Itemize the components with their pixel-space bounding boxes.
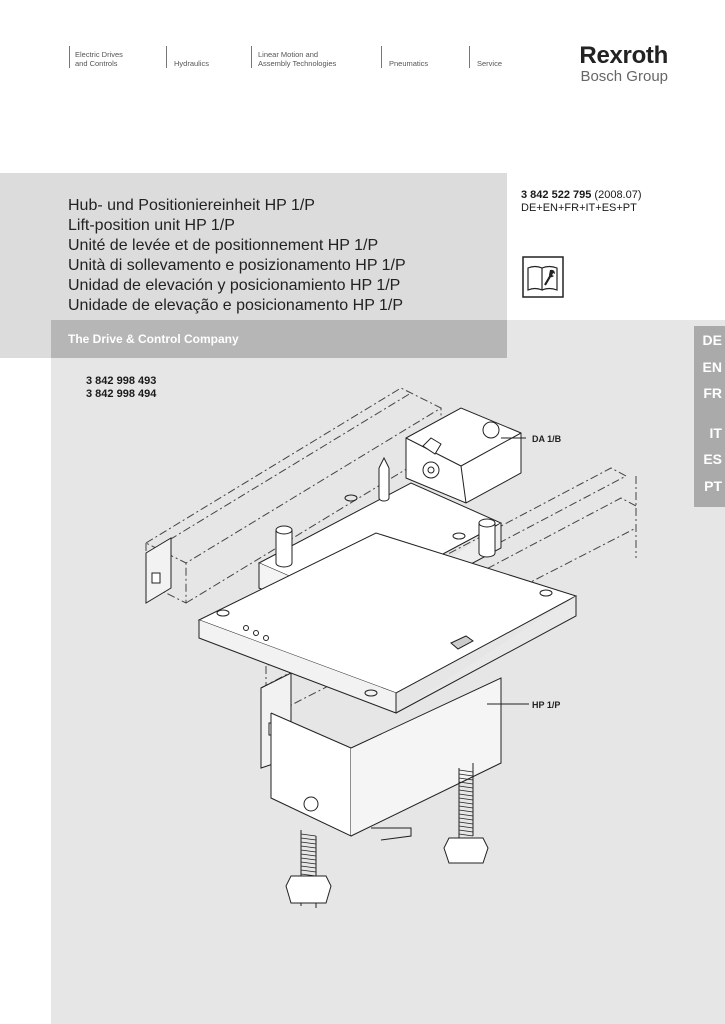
nav-pneumatics[interactable]: Pneumatics: [389, 59, 429, 68]
title-es: Unidad de elevación y posicionamiento HP 1/P: [68, 277, 401, 294]
document-date: (2008.07): [594, 189, 642, 201]
title-en: Lift-position unit HP 1/P: [68, 217, 235, 234]
nav-electric-drives[interactable]: Electric Drives and Controls: [75, 50, 123, 68]
technical-drawing: [51, 358, 725, 918]
nav-separator: [251, 46, 252, 68]
lang-de[interactable]: DE: [702, 332, 722, 348]
title-block: [68, 196, 498, 316]
right-background-band: [507, 320, 725, 358]
nav-hydraulics[interactable]: Hydraulics: [174, 59, 210, 68]
document-number-block: [521, 189, 642, 215]
part-number: 3 842 998 494: [86, 388, 157, 400]
brand-name: Rexroth: [579, 42, 668, 69]
lang-es[interactable]: ES: [703, 451, 722, 467]
lang-it[interactable]: IT: [709, 425, 722, 441]
nav-linear-motion[interactable]: Linear Motion and Assembly Technologies: [258, 50, 337, 68]
company-bar: [51, 320, 507, 358]
nav-separator: [166, 46, 167, 68]
nav-separator: [381, 46, 382, 68]
nav-separator: [69, 46, 70, 68]
mounting-plate: [199, 533, 576, 693]
part-number: 3 842 998 493: [86, 375, 157, 387]
document-number: 3 842 522 795: [521, 189, 592, 201]
title-de: Hub- und Positioniereinheit HP 1/P: [68, 197, 315, 214]
brand-subtitle: Bosch Group: [580, 68, 668, 85]
lang-fr[interactable]: FR: [703, 385, 722, 401]
document-languages: DE+EN+FR+IT+ES+PT: [521, 202, 637, 214]
company-tagline: The Drive & Control Company: [68, 332, 239, 346]
brand-logo: [579, 44, 668, 85]
manual-wrench-icon: [522, 256, 564, 298]
title-it: Unità di sollevamento e posizionamento HP 1/P: [68, 257, 406, 274]
nav-separator: [469, 46, 470, 68]
nav-service[interactable]: Service: [477, 59, 503, 68]
callout-da1b: DA 1/B: [532, 434, 562, 444]
title-pt: Unidade de elevação e posicionamento HP 1/P: [68, 297, 404, 314]
title-fr: Unité de levée et de positionnement HP 1/P: [68, 237, 379, 254]
callout-hp1p: HP 1/P: [532, 700, 561, 710]
lang-pt[interactable]: PT: [704, 478, 722, 494]
lang-en[interactable]: EN: [702, 359, 722, 375]
